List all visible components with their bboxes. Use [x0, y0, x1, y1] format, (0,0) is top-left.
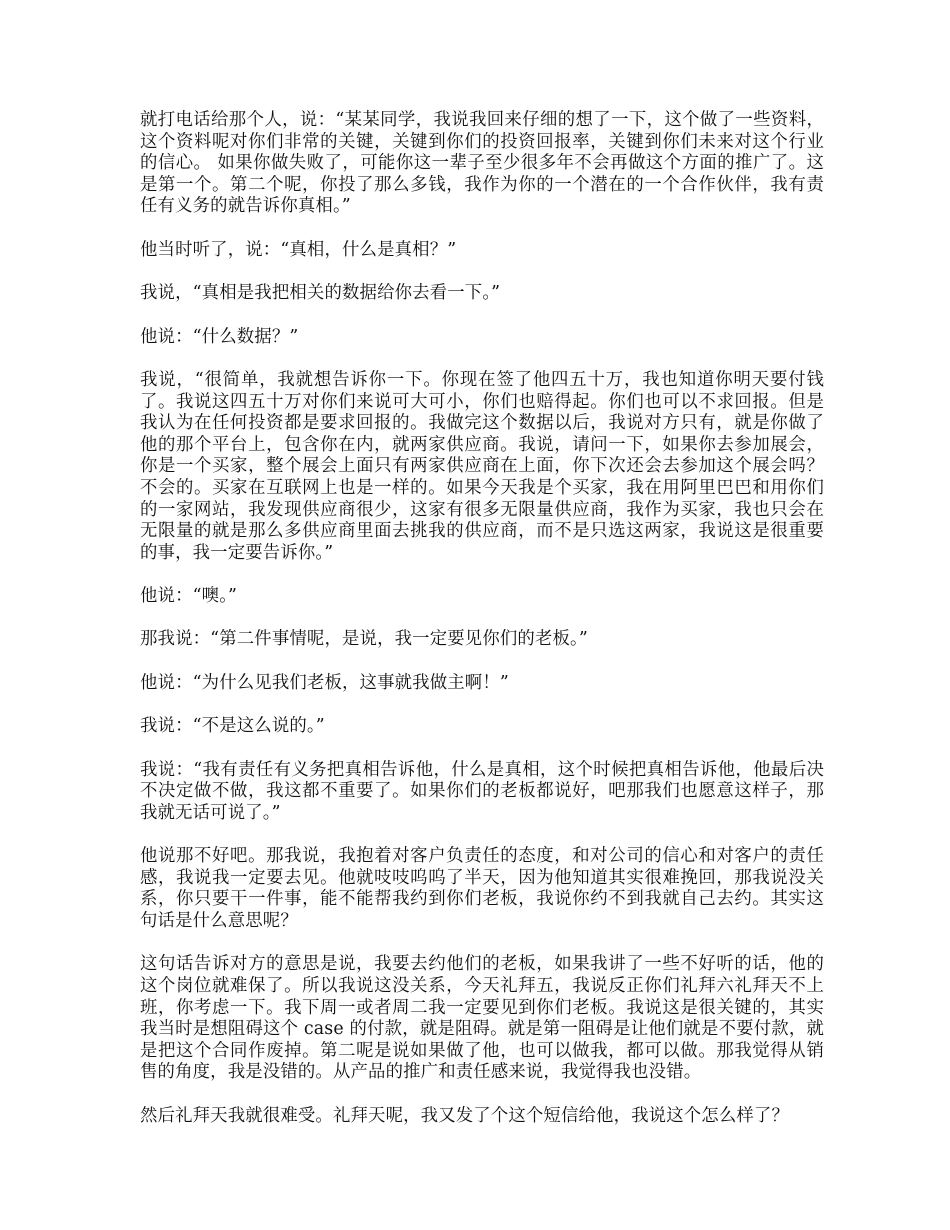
paragraph-9: 我说：“不是这么说的。” — [140, 716, 325, 737]
paragraph-13: 然后礼拜天我就很难受。礼拜天呢，我又发了个这个短信给他，我说这个怎么样了？ — [140, 1105, 790, 1126]
paragraph-7: 那我说：“第二件事情呢，是说，我一定要见你们的老板。” — [140, 629, 588, 650]
paragraph-5: 我说，“很简单，我就想告诉你一下。你现在签了他四五十万，我也知道你明天要付钱了。我说这四五十万对你们来说可大可小，你们也赔得起。你们也可以不求回报。但是我认为在任何投资都是要求回报的。我做完这个数据以后，我说对方只有，就是你做了他的那个平台上，包含你在内，就两家供应商。我说，请问一下，如果你去参加展会，你是一个买家，整个展会上面只有两家供应商在上面，你下次还会去参加这个展会吗？不会的。买家在互联网上也是一样的。如果今天我是个买家，我在用阿里巴巴和用你们的一家网站，我发现供应商很少，这家有很多无限量供应商，我作为买家，我也只会在无限量的就是那么多供应商里面去挑我的供应商，而不是只选这两家，我说这是很重要的事，我一定要告诉你。” — [140, 369, 824, 563]
paragraph-2: 他当时听了，说：“真相，什么是真相？” — [140, 239, 457, 260]
paragraph-1: 就打电话给那个人，说：“某某同学，我说我回来仔细的想了一下，这个做了一些资料，这个资料呢对你们非常的关键，关键到你们的投资回报率，关键到你们未来对这个行业的信心。 如果你做失败了，可能你这一辈子至少很多年不会再做这个方面的推广了。这是第一个。第二个呢，你投了那么多钱，我作为你的一个潜在的一个合作伙伴，我有责任有义务的就告诉你真相。” — [140, 110, 824, 217]
paragraph-6: 他说：“噢。” — [140, 586, 238, 607]
paragraph-4: 他说：“什么数据？” — [140, 326, 299, 347]
paragraph-10: 我说：“我有责任有义务把真相告诉他，什么是真相，这个时候把真相告诉他，他最后决不决定做不做，我这都不重要了。如果你们的老板都说好，吧那我们也愿意这样子，那我就无话可说了。” — [140, 759, 824, 823]
paragraph-12: 这句话告诉对方的意思是说，我要去约他们的老板，如果我讲了一些不好听的话，他的这个岗位就难保了。所以我说这没关系，今天礼拜五，我说反正你们礼拜六礼拜天不上班，你考虑一下。我下周一或者周二我一定要见到你们老板。我说这是很关键的，其实我当时是想阻碍这个 case 的付款，就是阻碍。就是第一阻碍是让他们就是不要付款，就是把这个合同作废掉。第二呢是说如果做了他，也可以做我，都可以做。那我觉得从销售的角度，我是没错的。从产品的推广和责任感来说，我觉得我也没错。 — [140, 954, 824, 1083]
paragraph-11: 他说那不好吧。那我说，我抱着对客户负责任的态度，和对公司的信心和对客户的责任感，我说我一定要去见。他就吱吱呜呜了半天，因为他知道其实很难挽回，那我说没关系，你只要干一件事，能不能帮我约到你们老板，我说你约不到我就自己去约。其实这句话是什么意思呢？ — [140, 846, 824, 931]
paragraph-3: 我说，“真相是我把相关的数据给你去看一下。” — [140, 283, 501, 304]
paragraph-8: 他说：“为什么见我们老板，这事就我做主啊！” — [140, 672, 509, 693]
document-page — [140, 110, 824, 1149]
